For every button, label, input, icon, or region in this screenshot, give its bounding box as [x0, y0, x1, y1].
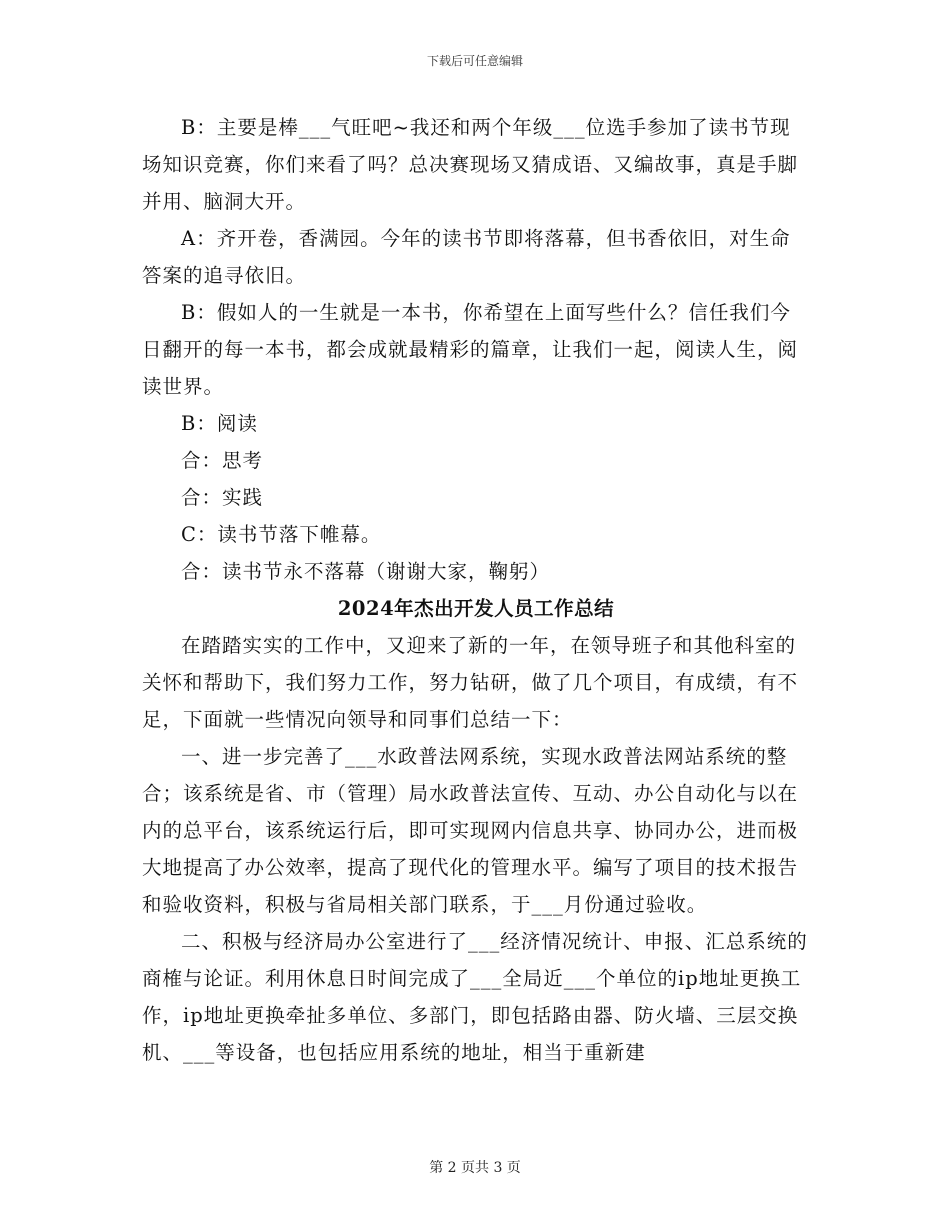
- document-body: [142, 109, 810, 1071]
- paragraph: 二、积极与经济局办公室进行了___经济情况统计、申报、汇总系统的商榷与论证。利用休息日时间完成了___全局近___个单位的ip地址更换工作，ip地址更换牵扯多单位、多部门，即包括路由器、防火墙、三层交换机、___等设备，也包括应用系统的地址，相当于重新建: [142, 930, 808, 1064]
- paragraph: 合：思考: [181, 449, 264, 472]
- paragraph: C：读书节落下帷幕。: [181, 523, 382, 546]
- paragraph: B：假如人的一生就是一本书，你希望在上面写些什么？信任我们今日翻开的每一本书，都会成就最精彩的篇章，让我们一起，阅读人生，阅读世界。: [142, 301, 799, 398]
- page-footer: 第 2 页共 3 页: [429, 1160, 521, 1176]
- paragraph: 一、进一步完善了___水政普法网系统，实现水政普法网站系统的整合；该系统是省、市（管理）局水政普法宣传、互动、办公自动化与以在内的总平台，该系统运行后，即可实现网内信息共享、协同办公，进而极大地提高了办公效率，提高了现代化的管理水平。编写了项目的技术报告和验收资料，积极与省局相关部门联系，于___月份通过验收。: [142, 745, 799, 916]
- paragraph: 合：实践: [181, 486, 264, 509]
- paragraph: B：主要是棒___气旺吧~我还和两个年级___位选手参加了读书节现场知识竞赛，你们来看了吗？总决赛现场又猜成语、又编故事，真是手脚并用、脑洞大开。: [142, 116, 799, 213]
- paragraph: A：齐开卷，香满园。今年的读书节即将落幕，但书香依旧，对生命答案的追寻依旧。: [142, 227, 791, 287]
- page-header: 下载后可任意编辑: [426, 54, 523, 68]
- paragraph: 在踏踏实实的工作中，又迎来了新的一年，在领导班子和其他科室的关怀和帮助下，我们努力工作，努力钻研，做了几个项目，有成绩，有不足，下面就一些情况向领导和同事们总结一下：: [142, 634, 799, 731]
- paragraph: B：阅读: [181, 412, 258, 435]
- paragraph: 合：读书节永不落幕（谢谢大家，鞠躬）: [181, 560, 551, 583]
- document-title: 2024年杰出开发人员工作总结: [337, 597, 615, 620]
